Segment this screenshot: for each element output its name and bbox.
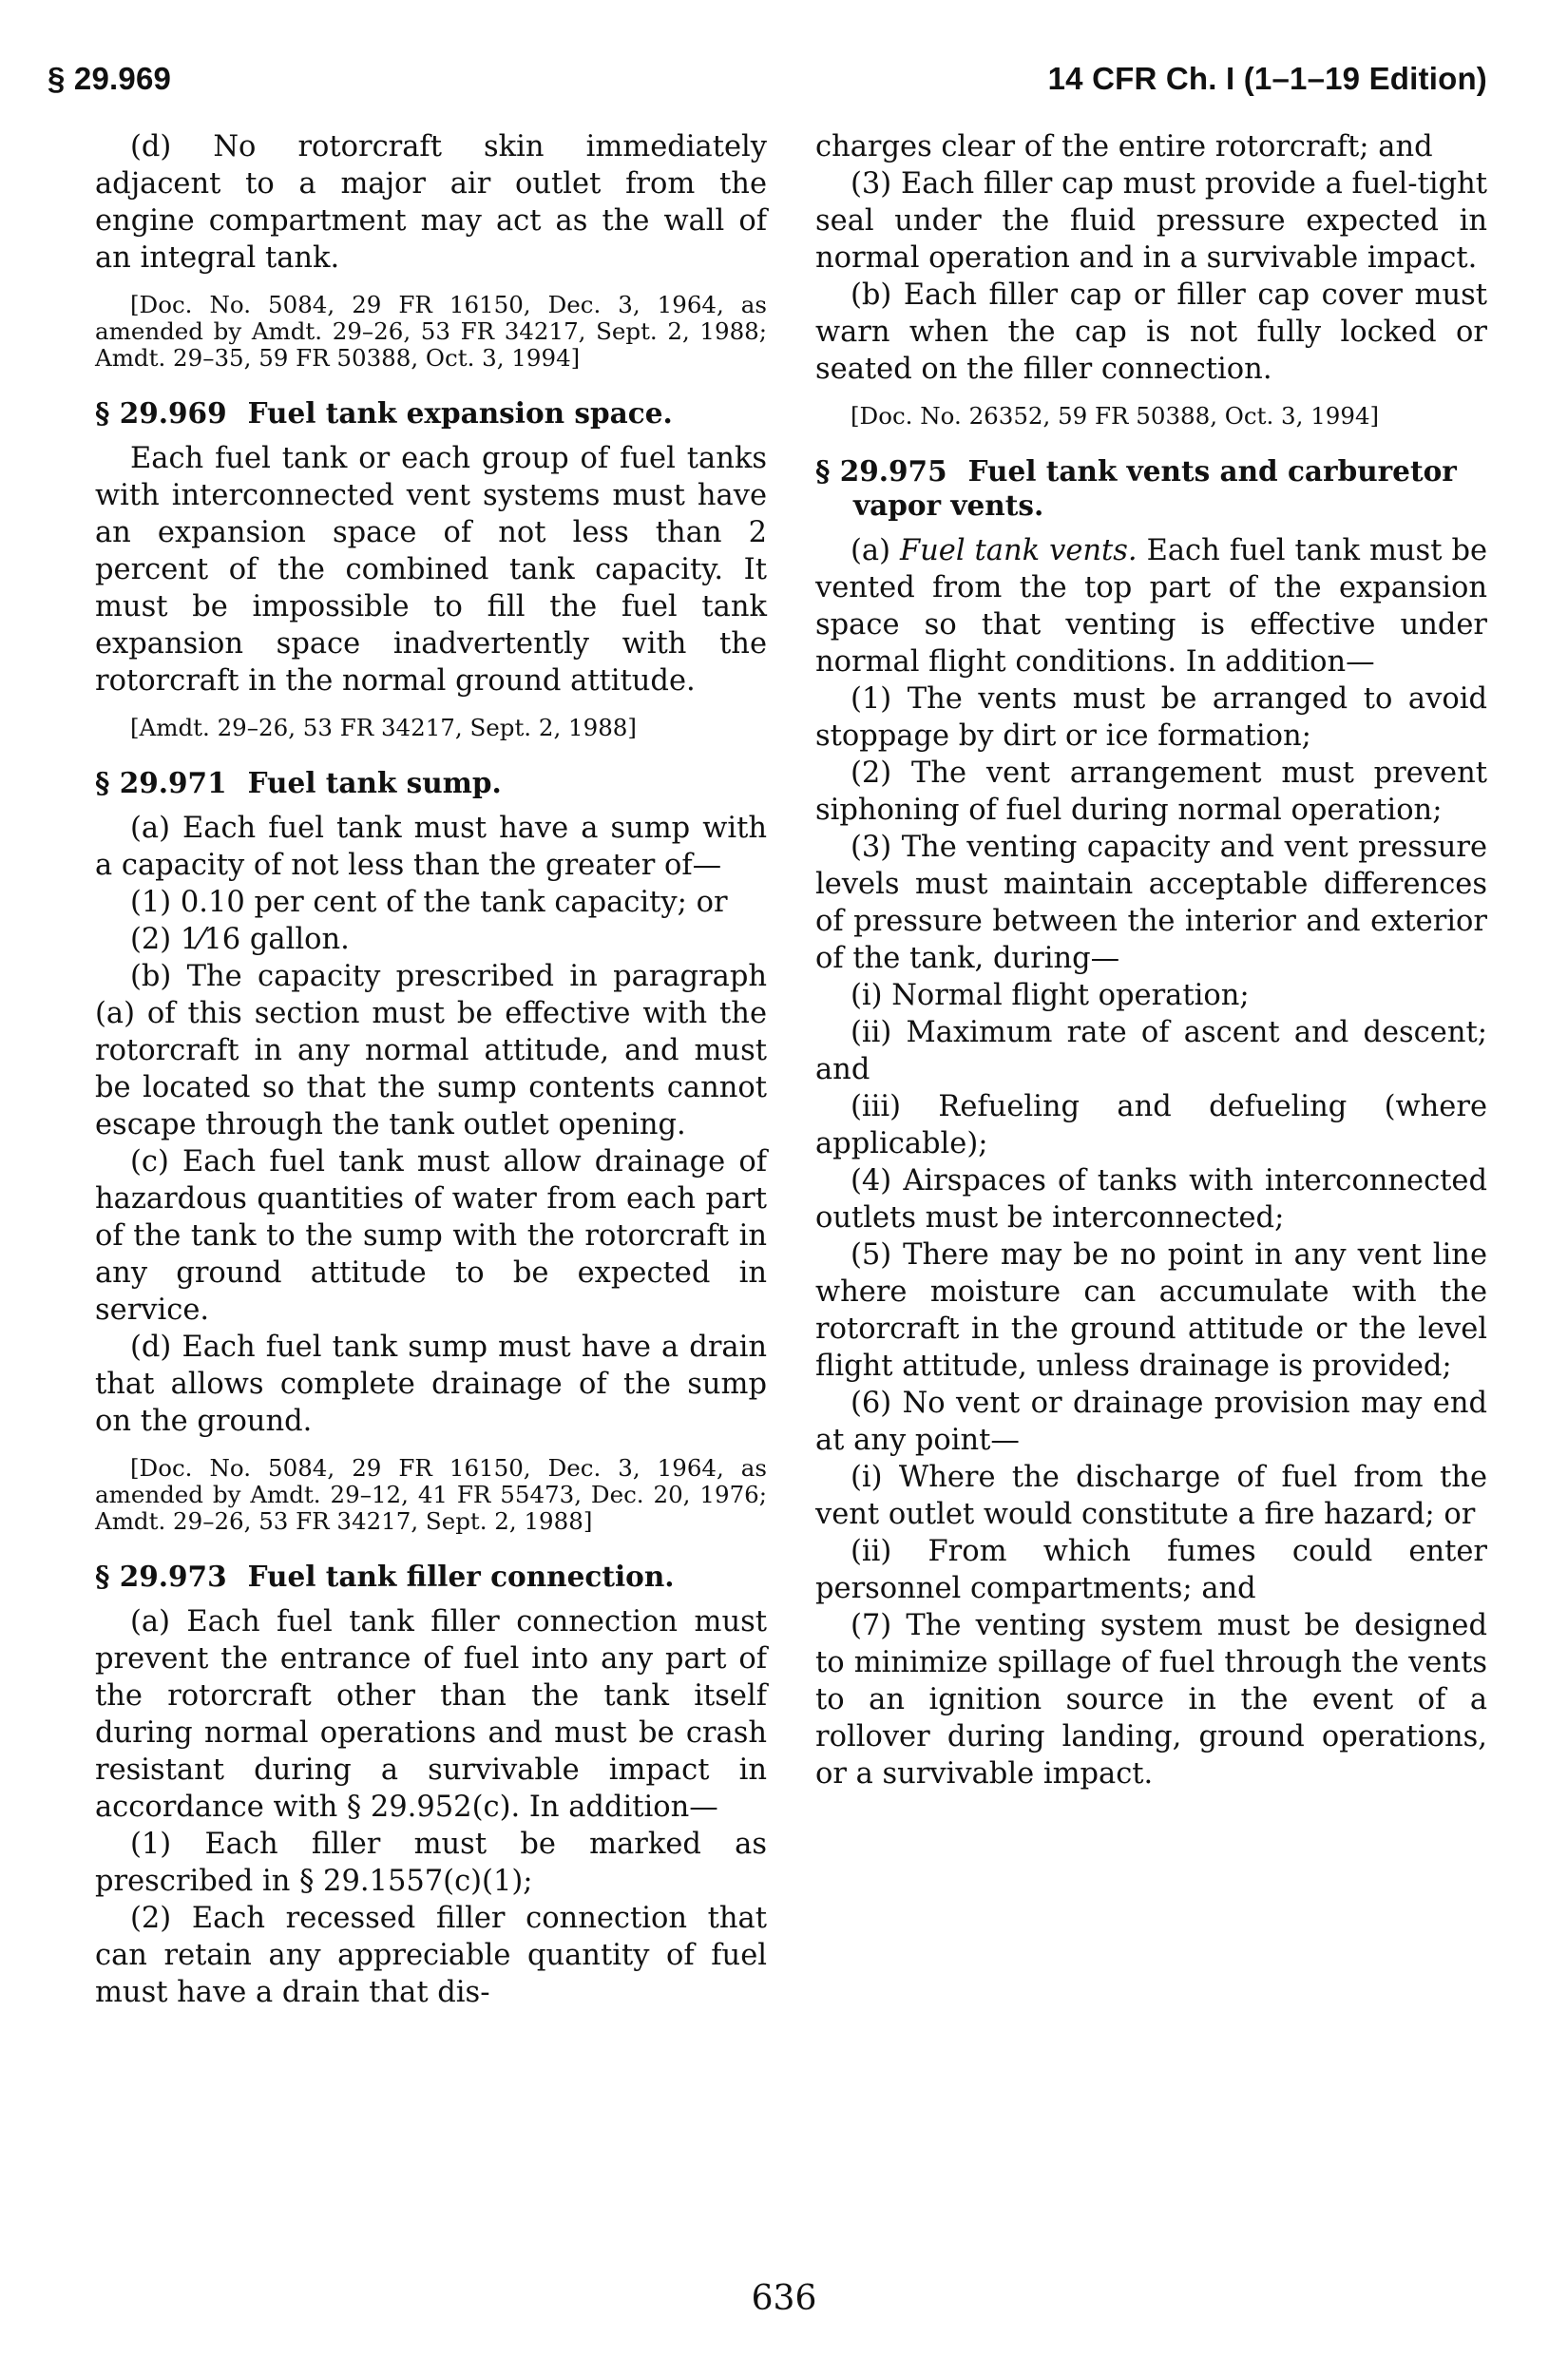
- paragraph: (4) Airspaces of tanks with interconnected outlets must be interconnected;: [815, 1164, 1487, 1235]
- section-heading: [95, 766, 767, 800]
- paragraph: (a) Each fuel tank must have a sump with a capacity of not less than the greater of—: [95, 812, 767, 882]
- section-title: Fuel tank filler connection.: [247, 1560, 675, 1593]
- paragraph: (7) The venting system must be designed to minimize spillage of fuel through the vents to an ignition source in the event of a rollover during landing, ground operations, or a survivable impact.: [815, 1609, 1487, 1791]
- paragraph: (b) The capacity prescribed in paragraph (a) of this section must be effective with the rotorcraft in any normal attitude, and must be located so that the sump contents cannot escape through the tank outlet opening.: [95, 960, 767, 1141]
- left-column: [95, 128, 767, 2011]
- paragraph: (b) Each filler cap or filler cap cover must warn when the cap is not fully locked or seated on the filler connection.: [815, 278, 1487, 386]
- paragraph: (1) Each filler must be marked as prescribed in § 29.1557(c)(1);: [95, 1828, 767, 1898]
- section-heading: [95, 1560, 767, 1594]
- paragraph: Each fuel tank or each group of fuel tanks with interconnected vent systems must have an expansion space of not less than 2 percent of the combined tank capacity. It must be impossible to fill the fuel tank expansion space inadvertently with the rotorcraft in the normal ground attitude.: [95, 442, 767, 698]
- section-number: § 29.971: [95, 766, 227, 799]
- paragraph: (2) The vent arrangement must prevent siphoning of fuel during normal operation;: [815, 757, 1487, 827]
- citation: [Doc. No. 5084, 29 FR 16150, Dec. 3, 1964, as amended by Amdt. 29–26, 53 FR 34217, Sept. 2, 1988; Amdt. 29–35, 59 FR 50388, Oct. 3, 1994]: [95, 291, 767, 372]
- paragraph: (d) No rotorcraft skin immediately adjacent to a major air outlet from the engine compartment may act as the wall of an integral tank.: [95, 130, 767, 275]
- paragraph: (2) 1⁄16 gallon.: [130, 923, 350, 956]
- paragraph: (i) Normal flight operation;: [851, 979, 1250, 1012]
- right-column: [815, 128, 1487, 1792]
- paragraph-label: (a): [851, 534, 890, 567]
- section-number: § 29.975: [815, 454, 947, 488]
- citation: [Doc. No. 26352, 59 FR 50388, Oct. 3, 1994]: [851, 402, 1380, 430]
- section-heading: [815, 454, 1487, 523]
- section-number: § 29.973: [95, 1560, 227, 1593]
- paragraph: (2) Each recessed filler connection that can retain any appreciable quantity of fuel must have a drain that dis-: [95, 1902, 767, 2009]
- header-edition: 14 CFR Ch. I (1–1–19 Edition): [1047, 61, 1487, 96]
- section-heading: [95, 396, 767, 431]
- paragraph: (1) 0.10 per cent of the tank capacity; or: [130, 886, 728, 919]
- paragraph: (iii) Refueling and defueling (where applicable);: [815, 1090, 1487, 1160]
- paragraph: (i) Where the discharge of fuel from the vent outlet would constitute a fire hazard; or: [815, 1461, 1487, 1531]
- paragraph: (5) There may be no point in any vent line where moisture can accumulate with the rotorcraft in the ground attitude or the level flight attitude, unless drainage is provided;: [815, 1238, 1487, 1383]
- paragraph: (6) No vent or drainage provision may end at any point—: [815, 1387, 1487, 1457]
- paragraph: (3) The venting capacity and vent pressure levels must maintain acceptable differences of pressure between the interior and exterior of the tank, during—: [815, 831, 1487, 975]
- paragraph: (ii) From which fumes could enter personnel compartments; and: [815, 1535, 1487, 1605]
- section-title: Fuel tank vents and carburetor vapor vents.: [853, 454, 1457, 522]
- paragraph: (ii) Maximum rate of ascent and descent; and: [815, 1016, 1487, 1086]
- paragraph-heading: Fuel tank vents.: [899, 534, 1138, 567]
- running-header: [48, 49, 1487, 97]
- paragraph: (3) Each filler cap must provide a fuel-tight seal under the fluid pressure expected in normal operation and in a survivable impact.: [815, 167, 1487, 275]
- citation: [Doc. No. 5084, 29 FR 16150, Dec. 3, 1964, as amended by Amdt. 29–12, 41 FR 55473, Dec. 20, 1976; Amdt. 29–26, 53 FR 34217, Sept. 2, 1988]: [95, 1454, 767, 1535]
- paragraph: [815, 532, 1487, 680]
- paragraph: (a) Each fuel tank filler connection must prevent the entrance of fuel into any part of the rotorcraft other than the tank itself during normal operations and must be crash resistant during a survivable impact in accordance with § 29.952(c). In addition—: [95, 1605, 767, 1824]
- paragraph-continuation: charges clear of the entire rotorcraft; and: [815, 130, 1433, 163]
- section-number: § 29.969: [95, 396, 227, 430]
- section-title: Fuel tank expansion space.: [247, 396, 673, 430]
- header-section-number: § 29.969: [48, 61, 172, 96]
- citation: [Amdt. 29–26, 53 FR 34217, Sept. 2, 1988]: [130, 714, 637, 741]
- paragraph: (d) Each fuel tank sump must have a drain that allows complete drainage of the sump on the ground.: [95, 1331, 767, 1438]
- page-number: 636: [751, 2279, 817, 2318]
- paragraph-text: Each fuel tank must be vented from the top part of the expansion space so that venting is effective under normal flight conditions. In addition—: [815, 534, 1488, 679]
- paragraph: (1) The vents must be arranged to avoid stoppage by dirt or ice formation;: [815, 682, 1487, 753]
- paragraph: (c) Each fuel tank must allow drainage of hazardous quantities of water from each part of the tank to the sump with the rotorcraft in any ground attitude to be expected in service.: [95, 1145, 767, 1327]
- section-title: Fuel tank sump.: [247, 766, 502, 799]
